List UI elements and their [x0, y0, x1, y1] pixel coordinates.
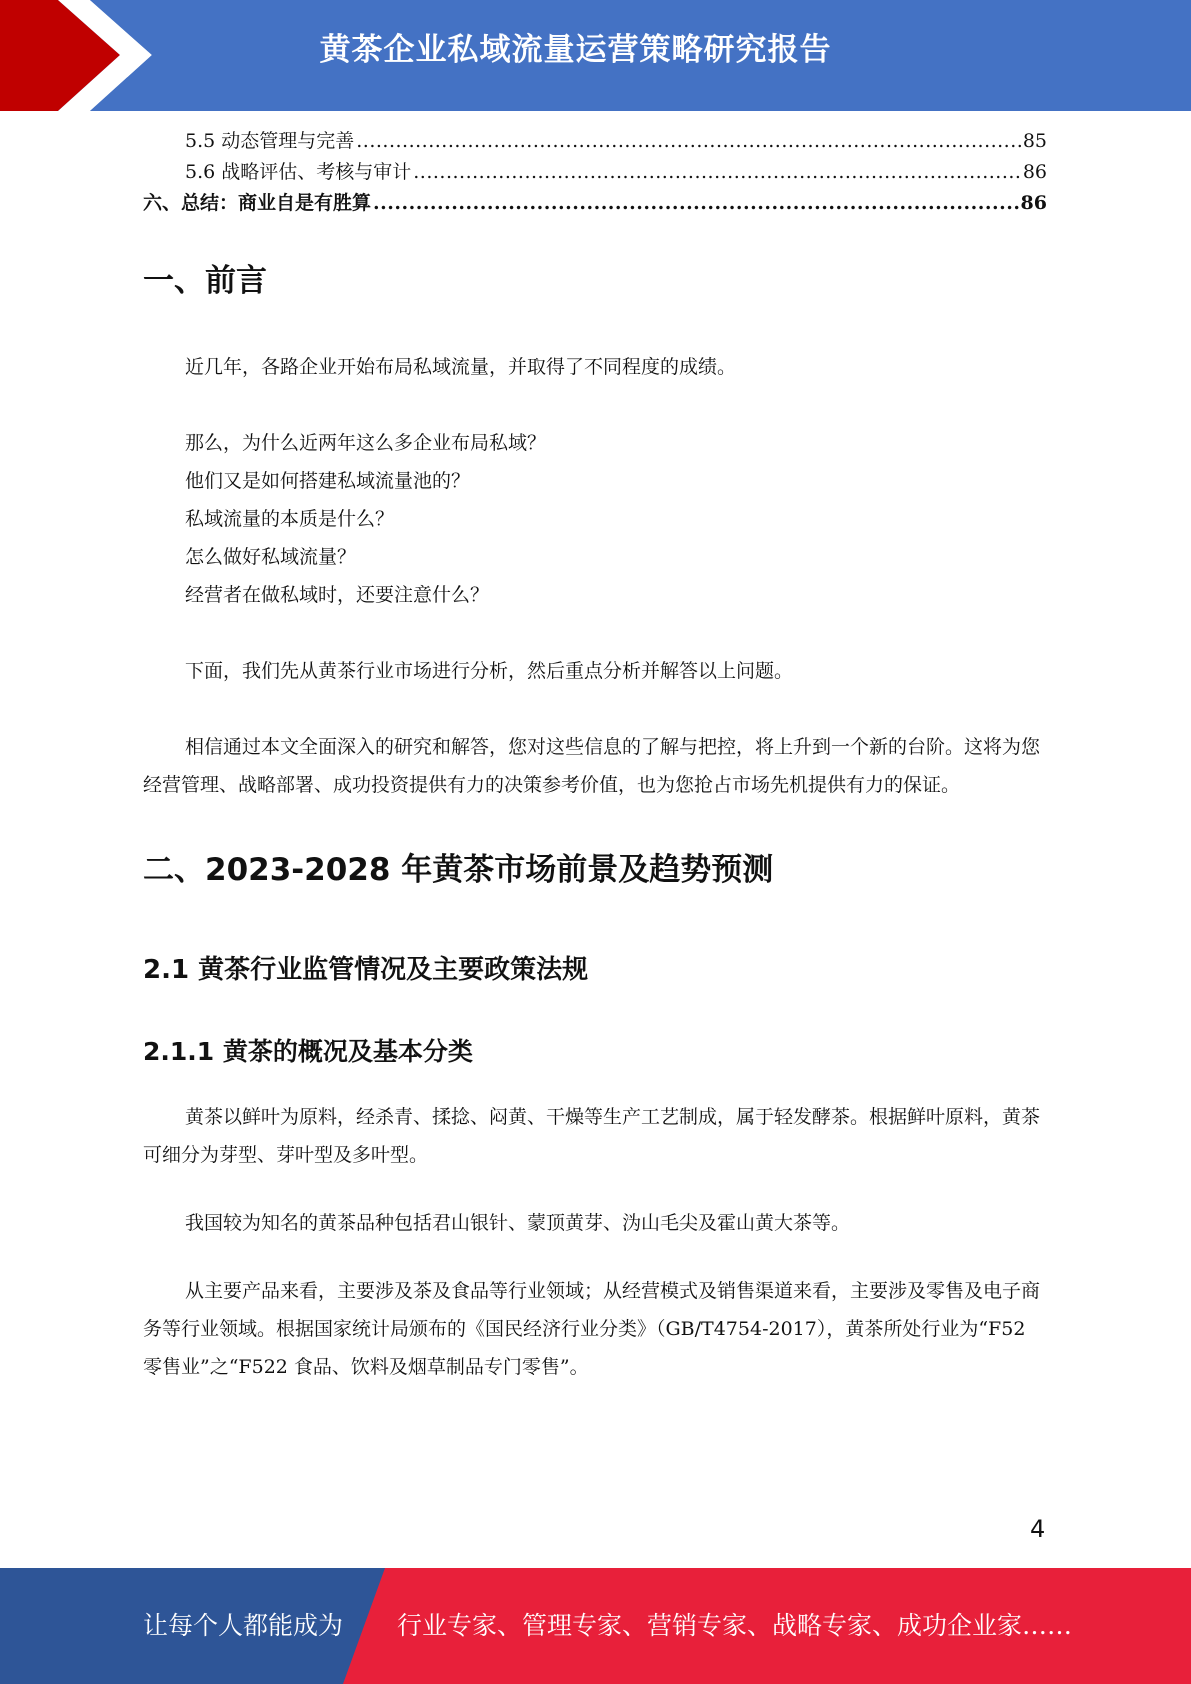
subsubsection-heading-overview: 2.1.1 黄茶的概况及基本分类 [143, 1037, 473, 1066]
footer-slogan-right: 行业专家、管理专家、营销专家、战略专家、成功企业家…… [397, 1611, 1073, 1640]
subsection-heading-regulation: 2.1 黄茶行业监管情况及主要政策法规 [143, 955, 589, 985]
paragraph: 近几年，各路企业开始布局私域流量，并取得了不同程度的成绩。 [185, 356, 737, 378]
section-heading-market-outlook: 二、2023-2028 年黄茶市场前景及趋势预测 [143, 852, 774, 888]
paragraph: 下面，我们先从黄茶行业市场进行分析，然后重点分析并解答以上问题。 [185, 660, 794, 682]
toc-entry-label: 5.5 动态管理与完善 [185, 130, 355, 152]
toc-entry-page: 86 [1022, 161, 1047, 183]
page-header [0, 0, 1191, 111]
toc-leader-dots [356, 126, 1021, 157]
toc-leader-dots [373, 188, 1019, 219]
section-heading-preface: 一、前言 [143, 263, 267, 299]
page-footer [0, 1568, 1191, 1684]
paragraph: 从主要产品来看，主要涉及茶及食品等行业领域；从经营模式及销售渠道来看，主要涉及零售及电子商务等行业领域。根据国家统计局颁布的《国民经济行业分类》（GB/T4754-2017），黄茶所处行业为“F52 零售业”之“F522 食品、饮料及烟草制品专门零售”。 [143, 1280, 1041, 1378]
question-line: 他们又是如何搭建私域流量池的？ [185, 470, 471, 492]
footer-slogan-left: 让每个人都能成为 [143, 1611, 344, 1640]
page-content [143, 126, 1047, 1386]
toc-entry[interactable] [143, 188, 1047, 219]
question-line: 那么，为什么近两年这么多企业布局私域？ [185, 432, 547, 454]
paragraph: 相信通过本文全面深入的研究和解答，您对这些信息的了解与把控，将上升到一个新的台阶。这将为您经营管理、战略部署、成功投资提供有力的决策参考价值，也为您抢占市场先机提供有力的保证。 [143, 736, 1041, 796]
toc-leader-dots [413, 157, 1021, 188]
toc-entry[interactable] [143, 157, 1047, 188]
toc-entry-label: 六、总结：商业自是有胜算 [143, 192, 372, 214]
paragraph: 黄茶以鲜叶为原料，经杀青、揉捻、闷黄、干燥等生产工艺制成，属于轻发酵茶。根据鲜叶原料，黄茶可细分为芽型、芽叶型及多叶型。 [143, 1106, 1041, 1166]
page-number: 4 [1030, 1515, 1046, 1543]
toc-entry-page: 85 [1022, 130, 1047, 152]
toc-entry[interactable] [143, 126, 1047, 157]
question-line: 怎么做好私域流量？ [185, 546, 357, 568]
toc-entry-label: 5.6 战略评估、考核与审计 [185, 161, 412, 183]
document-title: 黄茶企业私域流量运营策略研究报告 [319, 32, 832, 68]
toc-entry-page: 86 [1020, 192, 1047, 214]
question-line: 私域流量的本质是什么？ [185, 508, 395, 530]
header-arrow-decoration [0, 0, 160, 111]
table-of-contents [143, 126, 1047, 219]
question-line: 经营者在做私域时，还要注意什么？ [185, 584, 490, 606]
paragraph: 我国较为知名的黄茶品种包括君山银针、蒙顶黄芽、沩山毛尖及霍山黄大茶等。 [185, 1212, 851, 1234]
